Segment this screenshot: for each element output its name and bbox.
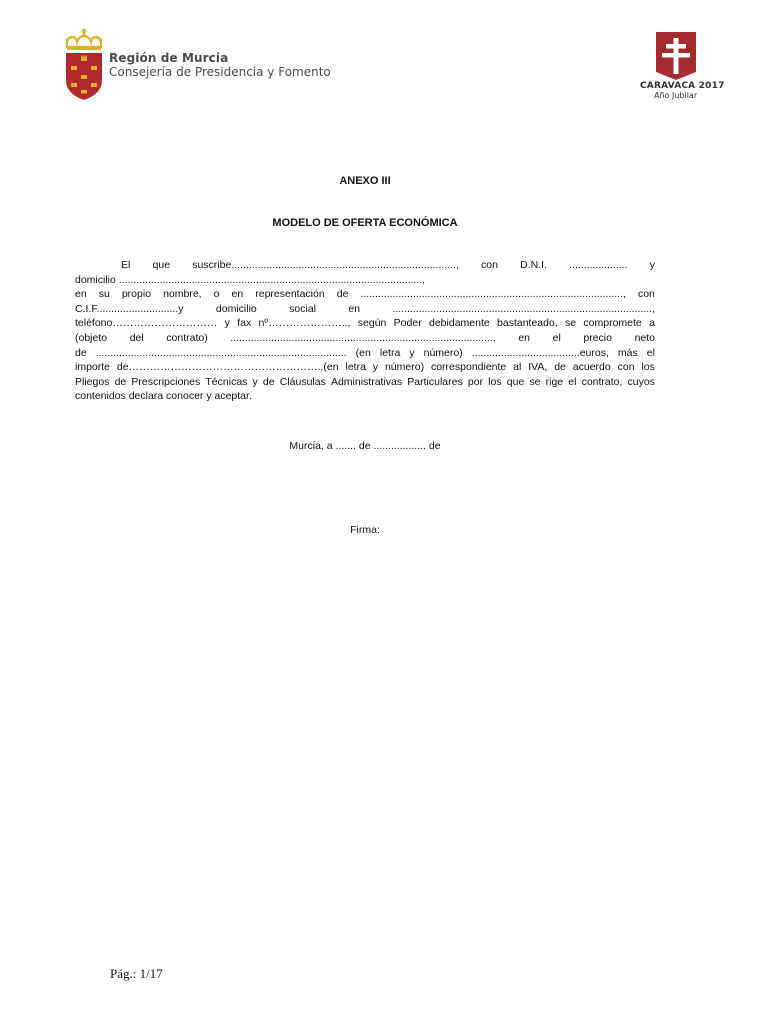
paragraph-word: de — [554, 361, 566, 374]
paragraph-line — [75, 346, 655, 361]
paragraph-word: y — [649, 259, 655, 271]
paragraph-word: Cláusulas — [279, 375, 326, 388]
paragraph-word: de — [75, 346, 87, 359]
jubilee-logo-title: CARAVACA 2017 — [640, 81, 725, 91]
paragraph-word: precio — [583, 331, 612, 344]
region-crest-icon — [64, 28, 104, 102]
paragraph-word: representación — [255, 288, 325, 301]
jubilee-logo-subtitle: Año Jubilar — [654, 91, 698, 100]
model-title: MODELO DE OFERTA ECONÓMICA — [272, 217, 458, 229]
paragraph-word: en — [348, 302, 361, 315]
paragraph-line — [75, 389, 655, 404]
paragraph-word: de — [336, 288, 349, 301]
paragraph-word: nombre, — [163, 288, 202, 301]
paragraph-word: compromete — [583, 317, 642, 330]
paragraph-word: correspondiente — [430, 361, 507, 374]
paragraph-line — [75, 360, 655, 375]
annex-title: ANEXO III — [339, 175, 391, 187]
paragraph-word: Poder — [393, 317, 422, 330]
paragraph-word: Técnicas — [205, 375, 248, 388]
paragraph-word: los — [488, 375, 502, 388]
paragraph-word: ........................................................................................., — [392, 302, 655, 315]
paragraph-word: Pliegos — [75, 375, 110, 388]
paragraph-word: .....................................euros, — [471, 346, 609, 359]
paragraph-line — [75, 273, 655, 288]
paragraph-word: IVA, — [528, 361, 548, 374]
paragraph-word: cuyos — [627, 375, 655, 388]
paragraph-line — [75, 258, 655, 273]
paragraph-line — [75, 316, 655, 331]
paragraph-word: debidamente — [429, 317, 490, 330]
header-jubilee-logo — [638, 30, 725, 105]
paragraph-word: del — [129, 331, 144, 344]
paragraph-word: fax — [237, 317, 252, 330]
header-region-logo — [64, 28, 364, 108]
paragraph-word: (objeto — [75, 331, 108, 344]
paragraph-word: que — [506, 375, 525, 388]
paragraph-word: y — [372, 361, 379, 374]
paragraph-word: en — [231, 288, 244, 301]
paragraph-word: en — [518, 331, 531, 344]
paragraph-word: nº………………….., — [258, 317, 351, 330]
paragraph-word: y — [409, 346, 415, 359]
paragraph-word: de — [262, 375, 275, 388]
paragraph-word: ...................................................................................... — [95, 346, 347, 359]
org-department: Consejería de Presidencia y Fomento — [109, 65, 331, 79]
paragraph-word: Prescripciones — [131, 375, 201, 388]
signature-label: Firma: — [350, 524, 380, 536]
paragraph-word: a — [649, 317, 655, 330]
paragraph-word: con — [481, 259, 498, 271]
paragraph-word: contenidos declara conocer y aceptar. — [75, 390, 252, 403]
paragraph-word: se — [529, 375, 541, 388]
paragraph-line — [75, 331, 655, 346]
paragraph-word: .........................................................................................., — [230, 331, 496, 344]
paragraph-word: D.N.I. — [520, 259, 547, 271]
paragraph-word: con — [617, 361, 635, 374]
paragraph-word: neto — [634, 331, 655, 344]
paragraph-word: número) — [423, 346, 463, 359]
paragraph-word: que — [152, 259, 171, 271]
paragraph-word: contrato) — [166, 331, 208, 344]
paragraph-word: por — [467, 375, 484, 388]
paragraph-word: letra — [379, 346, 401, 359]
paragraph-word: se — [565, 317, 577, 330]
paragraph-word: y — [224, 317, 230, 330]
paragraph-word: C.I.F............................y — [75, 302, 184, 315]
paragraph-word: bastanteado, — [497, 317, 558, 330]
org-name: Región de Murcia — [109, 51, 229, 65]
paragraph-word: (en — [355, 346, 371, 359]
paragraph-word: y — [252, 375, 258, 388]
paragraph-word: el — [646, 346, 655, 359]
paragraph-word: domicilio — [215, 302, 257, 315]
paragraph-word: importe — [75, 361, 111, 374]
paragraph-word: social — [289, 302, 316, 315]
paragraph-word: Particulares — [407, 375, 463, 388]
paragraph-word: .................... — [569, 259, 628, 271]
paragraph-line — [75, 287, 655, 302]
paragraph-word: según — [357, 317, 387, 330]
paragraph-word: suscribe............................................................................., — [192, 259, 459, 271]
paragraph-line — [75, 375, 655, 390]
caravaca-cross-icon — [656, 32, 696, 80]
paragraph-word: propio — [121, 288, 152, 301]
paragraph-word: El — [121, 259, 131, 271]
place-date-line: Murcia, a ....... de .................. de — [289, 440, 441, 452]
paragraph-word: letra — [345, 361, 366, 374]
paragraph-word: rige — [545, 375, 564, 388]
paragraph-word: de — [114, 375, 127, 388]
paragraph-word: teléfono………………………… — [75, 317, 218, 330]
paragraph-word: el — [552, 331, 561, 344]
paragraph-line — [75, 302, 655, 317]
paragraph-word: con — [637, 288, 655, 301]
paragraph-word: su — [98, 288, 110, 301]
paragraph-word: de………………………………………………..(en — [116, 361, 339, 374]
paragraph-word: más — [617, 346, 638, 359]
offer-body-paragraph — [75, 258, 655, 404]
page-number: Pág.: 1/17 — [110, 966, 163, 981]
paragraph-word: domicilio ........................................................................................................, — [75, 273, 426, 286]
paragraph-word: contrato, — [581, 375, 623, 388]
paragraph-word: al — [513, 361, 522, 374]
paragraph-word: Administrativas — [330, 375, 403, 388]
org-text-block — [109, 51, 331, 79]
paragraph-word: o — [213, 288, 220, 301]
paragraph-word: acuerdo — [572, 361, 611, 374]
paragraph-word: número) — [384, 361, 425, 374]
paragraph-word: .........................................................................................., — [360, 288, 626, 301]
paragraph-word: los — [641, 361, 655, 374]
paragraph-word: en — [75, 288, 87, 301]
paragraph-word: el — [568, 375, 577, 388]
